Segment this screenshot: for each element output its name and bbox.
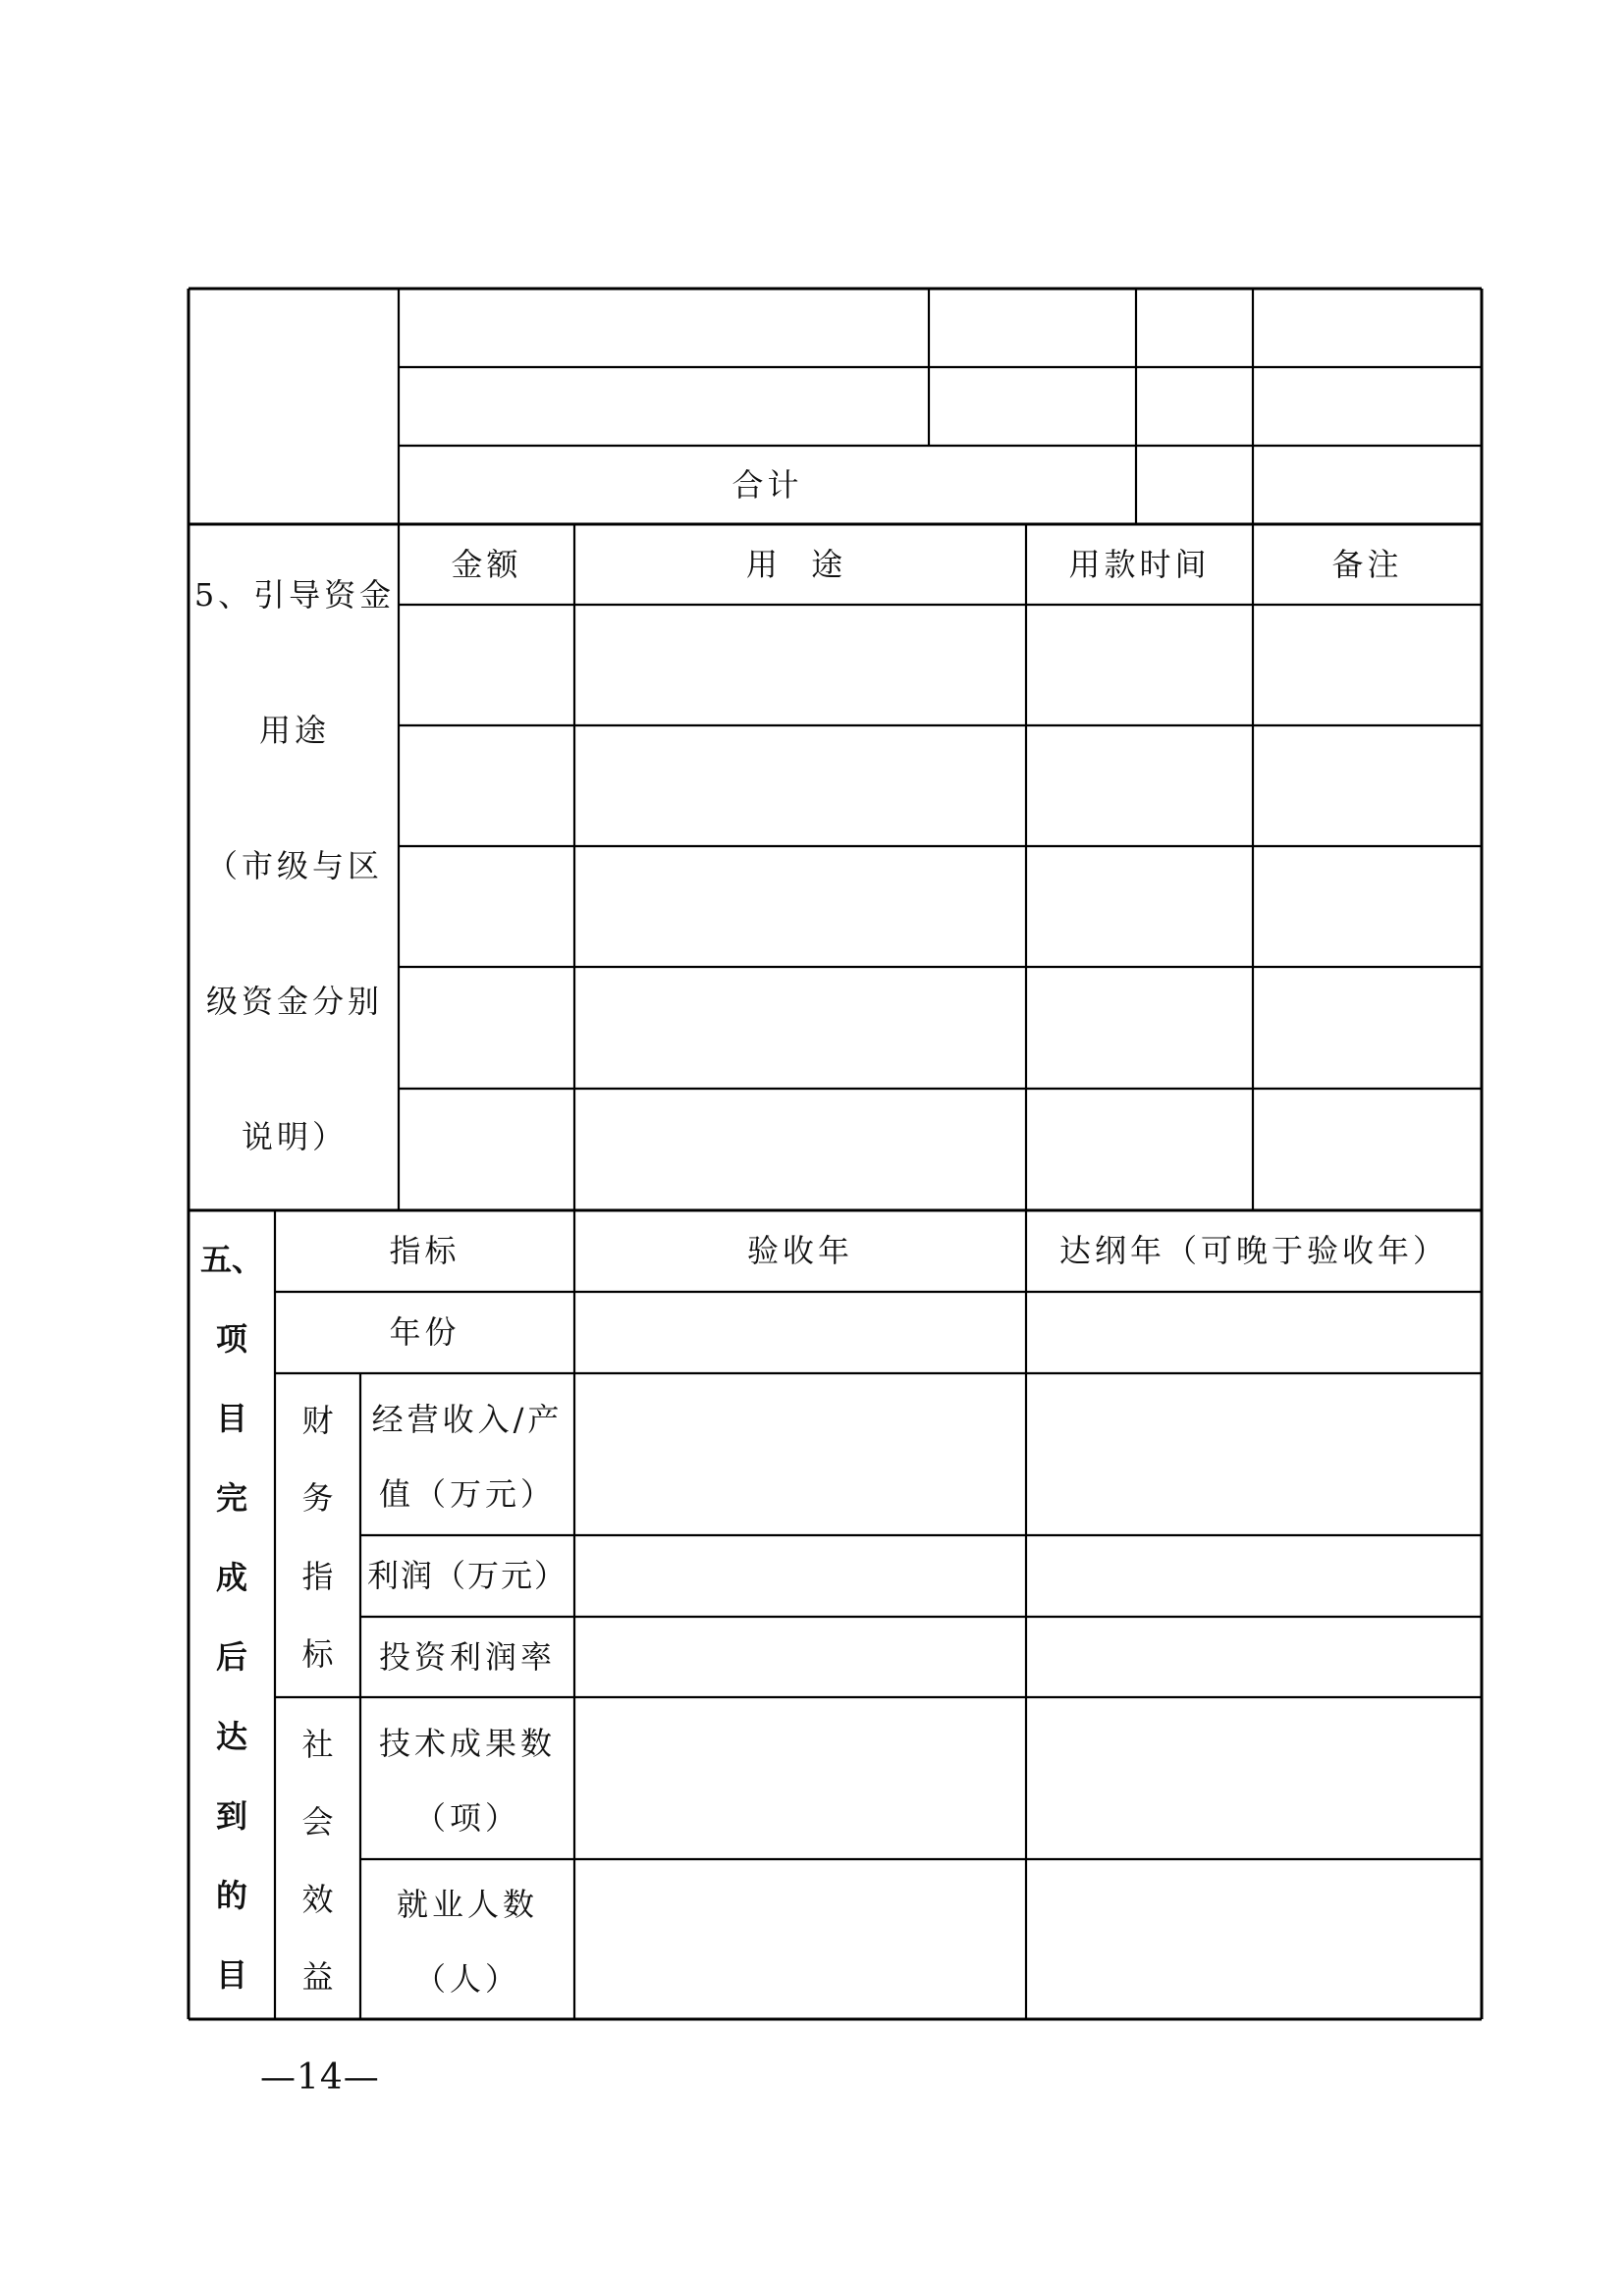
tech-results-label-line: （项） bbox=[413, 1798, 520, 1837]
financial-group-char: 指 bbox=[301, 1557, 334, 1595]
revenue-label bbox=[360, 1373, 574, 1535]
guidance-fund-label-line: （市级与区 bbox=[205, 847, 383, 884]
roi-label: 投资利润率 bbox=[378, 1637, 556, 1676]
project-goals-label bbox=[189, 1217, 275, 2012]
social-group-char: 效 bbox=[301, 1880, 334, 1918]
employment-label-line: 就业人数 bbox=[396, 1885, 538, 1923]
social-group-char: 社 bbox=[301, 1725, 334, 1763]
project-goals-char: 的 bbox=[215, 1876, 247, 1914]
project-goals-char: 到 bbox=[215, 1796, 247, 1835]
guidance-fund-label-line: 5、引导资金 bbox=[193, 576, 396, 614]
financial-group-char: 财 bbox=[301, 1401, 334, 1439]
target-year-header: 达纲年（可晚于验收年） bbox=[1058, 1232, 1448, 1270]
page-number: —14— bbox=[260, 2057, 380, 2098]
indicator-header: 指标 bbox=[389, 1232, 460, 1270]
guidance-fund-label-line: 说明） bbox=[241, 1118, 348, 1155]
guidance-fund-label-line: 用途 bbox=[258, 712, 330, 749]
revenue-label-line: 经营收入/产 bbox=[371, 1400, 564, 1438]
guidance-fund-label bbox=[190, 525, 399, 1202]
financial-group-char: 标 bbox=[301, 1635, 334, 1674]
guidance-fund-label-line: 级资金分别 bbox=[205, 983, 383, 1020]
employment-label bbox=[360, 1859, 574, 2019]
revenue-label-line: 值（万元） bbox=[378, 1474, 556, 1513]
employment-label-line: （人） bbox=[413, 1959, 520, 1998]
social-benefits-group bbox=[275, 1703, 360, 2013]
remarks-header: 备注 bbox=[1331, 545, 1403, 583]
tech-results-label-line: 技术成果数 bbox=[378, 1724, 556, 1762]
project-goals-char: 目 bbox=[215, 1399, 247, 1437]
financial-indicators-group bbox=[275, 1379, 360, 1691]
amount-header: 金额 bbox=[451, 545, 522, 583]
project-goals-char: 达 bbox=[215, 1717, 247, 1755]
project-goals-char: 成 bbox=[215, 1558, 247, 1596]
project-goals-char: 项 bbox=[215, 1319, 247, 1358]
project-goals-char: 五、 bbox=[199, 1240, 263, 1278]
project-goals-char: 后 bbox=[215, 1637, 247, 1676]
usage-header: 用 途 bbox=[745, 545, 855, 583]
acceptance-year-header: 验收年 bbox=[746, 1232, 853, 1270]
social-group-char: 益 bbox=[301, 1957, 334, 1996]
social-group-char: 会 bbox=[301, 1802, 334, 1841]
total-label: 合计 bbox=[731, 465, 803, 504]
project-goals-char: 完 bbox=[215, 1478, 247, 1517]
usage-time-header: 用款时间 bbox=[1068, 545, 1211, 583]
year-label: 年份 bbox=[389, 1313, 460, 1352]
tech-results-label bbox=[360, 1697, 574, 1859]
financial-group-char: 务 bbox=[301, 1479, 334, 1518]
project-goals-char: 目 bbox=[215, 1955, 247, 1994]
profit-label: 利润（万元） bbox=[366, 1557, 568, 1595]
